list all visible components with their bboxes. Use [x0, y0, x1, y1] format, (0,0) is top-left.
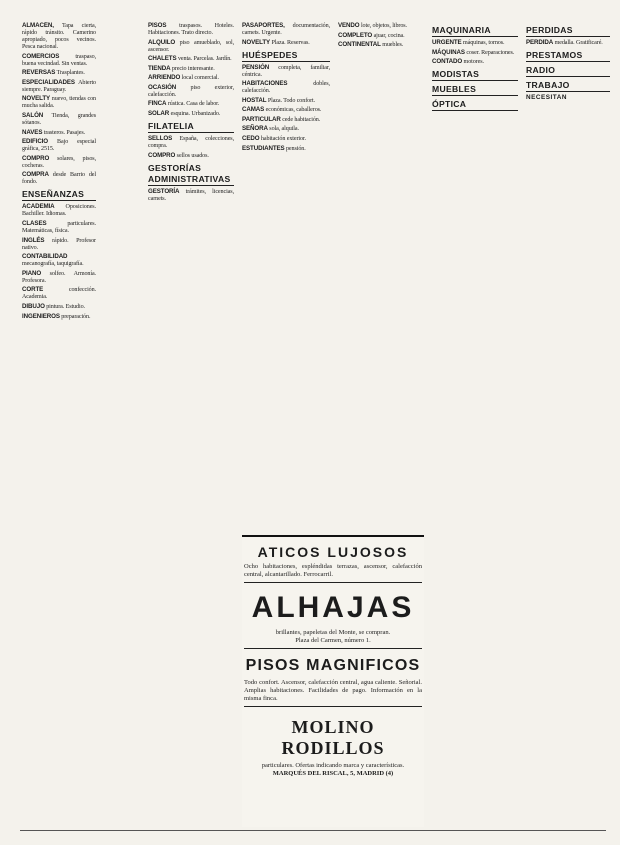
column-3: [242, 22, 330, 530]
classified-ad: [338, 32, 424, 40]
ad-keyword: CLASES: [22, 220, 47, 228]
classified-ad: [148, 188, 234, 203]
ad-text: trámites, licencias, carnets.: [148, 188, 234, 202]
ad-text: particulares. Matemáticas, física.: [22, 221, 96, 235]
ad-keyword: GESTORÍA: [148, 187, 180, 195]
section-huespedes: HUÉSPEDES: [242, 50, 330, 62]
classified-ad: [148, 152, 234, 160]
classified-ad: [148, 65, 234, 73]
ad-keyword: TIENDA: [148, 64, 171, 72]
ad-text: preparación.: [59, 313, 91, 320]
ad-text: Tienda, grandes sótanos.: [22, 113, 96, 127]
ad-keyword: CEDO: [242, 135, 260, 143]
section-filatelia: FILATELIA: [148, 121, 234, 133]
ads-list: [242, 22, 330, 47]
classified-ad: [22, 286, 96, 301]
ad-keyword: CORTE: [22, 286, 44, 294]
ad-keyword: HOSTAL: [242, 96, 267, 104]
divider: [244, 648, 422, 649]
ad-text: máquinas, tornos.: [461, 40, 505, 46]
section-radio: RADIO: [526, 65, 610, 77]
classified-ad: [526, 39, 610, 47]
ads-list: [22, 22, 96, 186]
classified-ad: [22, 69, 96, 77]
ad-text: Plaza. Todo confort.: [266, 97, 316, 104]
classified-ad: [22, 303, 96, 311]
ad-text: España, colecciones, compra.: [148, 136, 234, 150]
ad-keyword: SOLAR: [148, 109, 170, 117]
ad-text: traspasos. Hoteles. Habitaciones. Trato directo.: [148, 23, 234, 37]
ad-keyword: NOVELTY: [242, 38, 271, 46]
classified-ad: [148, 39, 234, 54]
classified-ad: [242, 80, 330, 95]
classified-ad: [242, 39, 330, 47]
classified-ad: [148, 110, 234, 118]
ads-list: [526, 39, 610, 47]
subsection-necesitan: NECESITAN: [526, 94, 567, 102]
ad-text: piso exterior, calefacción.: [148, 84, 234, 98]
ad-keyword: EDIFICIO: [22, 138, 49, 146]
ad-text: rústica. Casa de labor.: [166, 101, 220, 108]
ad-keyword: MÁQUINAS: [432, 48, 465, 56]
ad-keyword: OCASIÓN: [148, 83, 177, 91]
classified-ad: [242, 145, 330, 153]
classified-ad: [22, 79, 96, 94]
classified-ad: [22, 112, 96, 127]
molino-body: particulares. Ofertas indicando marca y características.: [261, 762, 405, 770]
ad-text: completa, familiar, céntrica.: [242, 64, 330, 78]
ad-text: solfeo. Armonía. Profesora.: [22, 270, 96, 284]
ad-keyword: SALÓN: [22, 112, 44, 120]
bottom-rule: [20, 830, 606, 831]
ad-text: Tapa cierta, rápido tránsito. Camerino apropiado, pocos vecinos. Pesca nacional.: [22, 23, 96, 51]
ads-list: [148, 22, 234, 118]
ad-keyword: COMPRO: [148, 151, 176, 159]
classified-ad: [338, 41, 424, 49]
ads-list: [242, 64, 330, 153]
alhajas-address: Plaza del Carmen, número 1.: [295, 636, 371, 644]
ad-keyword: INGENIEROS: [22, 312, 60, 320]
section-muebles: MUEBLES: [432, 84, 518, 96]
ad-text: documentación, carnets. Urgente.: [242, 23, 330, 37]
column-4: [338, 22, 424, 530]
classified-ad: [432, 49, 518, 57]
ad-text: Oposiciones. Bachiller. Idiomas.: [22, 204, 96, 218]
ad-keyword: PERDIDA: [526, 39, 554, 46]
classified-ad: [148, 22, 234, 37]
molino-heading: MOLINO RODILLOS: [281, 717, 385, 759]
ad-keyword: CHALETS: [148, 55, 177, 63]
ad-text: dobles, calefacción.: [242, 81, 330, 95]
ad-text: desde Barrio del fondo.: [22, 172, 96, 186]
classified-ad: [148, 100, 234, 108]
classified-ad: [22, 237, 96, 252]
ad-keyword: SELLOS: [148, 135, 173, 143]
classified-ad: [22, 155, 96, 170]
ad-text: muebles.: [380, 42, 404, 49]
ad-keyword: ALQUILO: [148, 38, 176, 46]
section-modistas: MODISTAS: [432, 69, 518, 81]
ad-text: Abierto siempre. Paraguay.: [22, 79, 96, 93]
ads-list: [148, 135, 234, 160]
alhajas-body: brillantes, papeletas del Monte, se compran.: [275, 629, 391, 637]
section-perdidas: PERDIDAS: [526, 25, 610, 37]
ad-keyword: PENSIÓN: [242, 63, 270, 71]
ad-text: medalla. Gratificaré.: [553, 40, 603, 46]
section-prestamos: PRESTAMOS: [526, 50, 610, 62]
classified-ad: [22, 95, 96, 110]
ad-keyword: PARTICULAR: [242, 115, 281, 123]
classified-ad: [22, 53, 96, 68]
classified-ad: [22, 129, 96, 137]
pisos-heading: PISOS MAGNIFICOS: [245, 657, 421, 675]
classified-ad: [242, 125, 330, 133]
section-maquinaria: MAQUINARIA: [432, 25, 518, 37]
ad-keyword: COMPLETO: [338, 31, 373, 39]
ad-keyword: COMPRA: [22, 171, 49, 179]
ad-keyword: INGLÉS: [22, 236, 45, 244]
classified-ad: [242, 22, 330, 37]
ad-keyword: ARRIENDO: [148, 74, 181, 82]
ad-text: solares, pisos, cocheras.: [22, 155, 96, 169]
section-ensenanzas: ENSEÑANZAS: [22, 189, 96, 201]
section-gestorias: GESTORÍAS ADMINISTRATIVAS: [148, 163, 234, 186]
ad-keyword: CONTABILIDAD: [22, 253, 68, 261]
column-6: [526, 22, 610, 822]
ad-keyword: HABITACIONES: [242, 80, 288, 88]
classified-ad: [148, 135, 234, 150]
aticos-body: Ocho habitaciones, espléndidas terrazas, ascensor, calefacción central, alcantarillado. Ferrocarril.: [244, 563, 422, 578]
ad-keyword: ESTUDIANTES: [242, 144, 285, 152]
alhajas-heading: ALHAJAS: [251, 591, 415, 625]
column-2: [148, 22, 234, 822]
classified-ad: [22, 253, 96, 268]
ads-list: [148, 188, 234, 203]
ad-text: piso amueblado, sol, ascensor.: [148, 39, 234, 53]
ad-text: coser. Reparaciones.: [464, 49, 515, 56]
ad-text: pintura. Estudio.: [44, 304, 85, 310]
divider: [244, 582, 422, 583]
ad-text: pensión.: [284, 145, 306, 152]
ad-text: nuevo, tiendas con mucha salida.: [22, 96, 96, 110]
ad-text: motores.: [462, 59, 484, 66]
ad-text: económicas, caballeros.: [264, 107, 322, 114]
ad-keyword: NAVES: [22, 128, 43, 136]
classified-ad: [432, 58, 518, 66]
classified-ad: [242, 116, 330, 124]
ad-text: Plaza. Reservas.: [270, 39, 310, 46]
ad-keyword: PASAPORTES,: [242, 22, 285, 29]
column-5: [432, 22, 518, 822]
classified-ad: [22, 203, 96, 218]
classified-ad: [148, 55, 234, 63]
classified-ad: [242, 135, 330, 143]
ads-list: [338, 22, 424, 49]
ad-text: rápido. Profesor nativo.: [22, 237, 96, 251]
ad-keyword: CONTINENTAL: [338, 41, 381, 49]
ad-keyword: DIBUJO: [22, 303, 45, 310]
ad-text: sola, alquila.: [267, 126, 299, 133]
classified-ad: [148, 74, 234, 82]
molino-address: MARQUÉS DEL RISCAL, 5, MADRID (4): [272, 769, 394, 777]
classified-ad: [22, 22, 96, 51]
ad-keyword: FINCA: [148, 100, 167, 108]
ad-text: trasteros. Pasajes.: [42, 129, 86, 136]
classified-ad: [22, 313, 96, 321]
section-optica: ÓPTICA: [432, 99, 518, 111]
display-ad-block: [242, 535, 424, 827]
classified-ad: [242, 106, 330, 114]
ad-keyword: REVERSAS: [22, 69, 56, 77]
ad-text: lote, objetos, libros.: [359, 23, 407, 29]
ads-list: [432, 39, 518, 66]
ad-keyword: CAMAS: [242, 106, 265, 114]
divider: [244, 706, 422, 707]
ads-list: [22, 203, 96, 320]
ad-text: ajuar, cocina.: [372, 32, 405, 39]
ad-text: venta. Parcelas. Jardín.: [176, 56, 232, 63]
section-trabajo: TRABAJO: [526, 80, 610, 92]
ad-keyword: ALMACÉN,: [22, 22, 54, 29]
ad-text: Bajo especial gráfica, 2515.: [22, 139, 96, 153]
ad-text: Trasplantes.: [55, 70, 85, 77]
ad-keyword: COMERCIOS: [22, 52, 60, 60]
ad-keyword: ESPECIALIDADES: [22, 78, 75, 86]
ad-keyword: SEÑORA: [242, 125, 268, 133]
ad-keyword: CONTADO: [432, 58, 463, 66]
ad-text: precio interesante.: [170, 65, 215, 72]
ad-text: esquina. Urbanizado.: [169, 110, 221, 117]
ad-text: confección. Academia.: [22, 287, 96, 301]
ad-text: local comercial.: [180, 75, 219, 82]
classified-ad: [148, 84, 234, 99]
classified-ad: [22, 171, 96, 186]
ad-text: traspaso, buena vecindad. Sin ventas.: [22, 53, 96, 67]
column-1: [22, 22, 96, 822]
ad-keyword: COMPRO: [22, 154, 50, 162]
ad-text: mecanografía, taquigrafía.: [22, 261, 84, 268]
ad-keyword: ACADEMIA: [22, 203, 55, 211]
classified-ad: [22, 220, 96, 235]
classified-ad: [22, 270, 96, 285]
classified-ad: [338, 22, 424, 30]
classified-ad: [432, 39, 518, 47]
ad-keyword: PIANO: [22, 269, 42, 277]
pisos-body: Todo confort. Ascensor, calefacción central, agua caliente. Señorial. Amplias habitaciones. Facilidades de pago. Información en la misma finca.: [244, 679, 422, 702]
ad-keyword: URGENTE: [432, 39, 462, 46]
classified-ad: [242, 64, 330, 79]
ad-keyword: VENDO: [338, 22, 360, 29]
ad-text: sellos usados.: [175, 152, 209, 159]
classified-ad: [22, 138, 96, 153]
ad-text: habitación exterior.: [259, 136, 306, 143]
ad-text: cede habitación.: [280, 116, 321, 123]
ad-keyword: NOVELTY: [22, 95, 51, 103]
aticos-heading: ATICOS LUJOSOS: [257, 544, 409, 560]
ad-keyword: PISOS: [148, 22, 167, 29]
classified-ad: [242, 97, 330, 105]
